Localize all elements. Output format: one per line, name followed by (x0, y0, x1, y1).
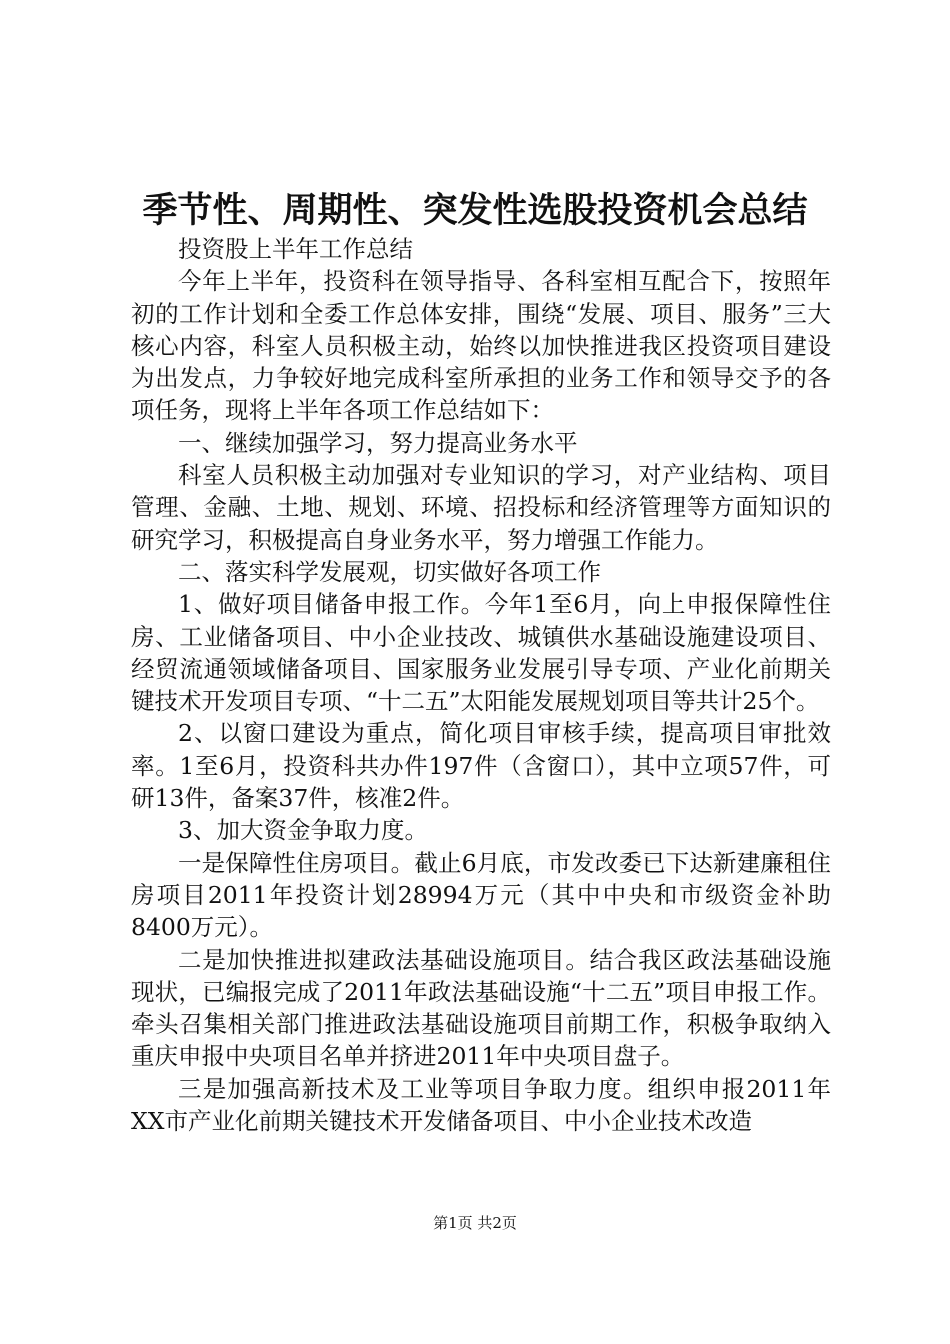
body-paragraph: 三是加强高新技术及工业等项目争取力度。组织申报2011年XX市产业化前期关键技术开发储备项目、中小企业技术改造 (131, 1074, 831, 1136)
page-number-footer: 第1页 共2页 (433, 1214, 517, 1232)
body-paragraph: 今年上半年，投资科在领导指导、各科室相互配合下，按照年初的工作计划和全委工作总体安排，围绕“发展、项目、服务”三大核心内容，科室人员积极主动，始终以加快推进我区投资项目建设为出发点，力争较好地完成科室所承担的业务工作和领导交予的各项任务，现将上半年各项工作总结如下： (131, 267, 831, 425)
body-paragraph: 2、以窗口建设为重点，简化项目审核手续，提高项目审批效率。1至6月，投资科共办件197件（含窗口），其中立项57件，可研13件，备案37件，核准2件。 (131, 719, 831, 813)
body-paragraph: 科室人员积极主动加强对专业知识的学习，对产业结构、项目管理、金融、土地、规划、环境、招投标和经济管理等方面知识的研究学习，积极提高自身业务水平，努力增强工作能力。 (131, 461, 831, 554)
document-body (131, 233, 831, 1137)
document-title: 季节性、周期性、突发性选股投资机会总结 (142, 191, 808, 231)
section-heading: 二、落实科学发展观，切实做好各项工作 (178, 557, 601, 586)
body-paragraph: 3、加大资金争取力度。 (178, 816, 428, 845)
section-heading: 一、继续加强学习，努力提高业务水平 (178, 428, 578, 457)
subtitle-paragraph: 投资股上半年工作总结 (178, 235, 413, 263)
body-paragraph: 一是保障性住房项目。截止6月底，市发改委已下达新建廉租住房项目2011年投资计划28994万元（其中中央和市级资金补助8400万元）。 (131, 848, 831, 942)
body-paragraph: 1、做好项目储备申报工作。今年1至6月，向上申报保障性住房、工业储备项目、中小企业技改、城镇供水基础设施建设项目、经贸流通领域储备项目、国家服务业发展引导专项、产业化前期关键技术开发项目专项、“十二五”太阳能发展规划项目等共计25个。 (131, 590, 831, 716)
body-paragraph: 二是加快推进拟建政法基础设施项目。结合我区政法基础设施现状，已编报完成了2011年政法基础设施“十二五”项目申报工作。牵头召集相关部门推进政法基础设施项目前期工作，积极争取纳入重庆申报中央项目名单并挤进2011年中央项目盘子。 (131, 945, 831, 1071)
